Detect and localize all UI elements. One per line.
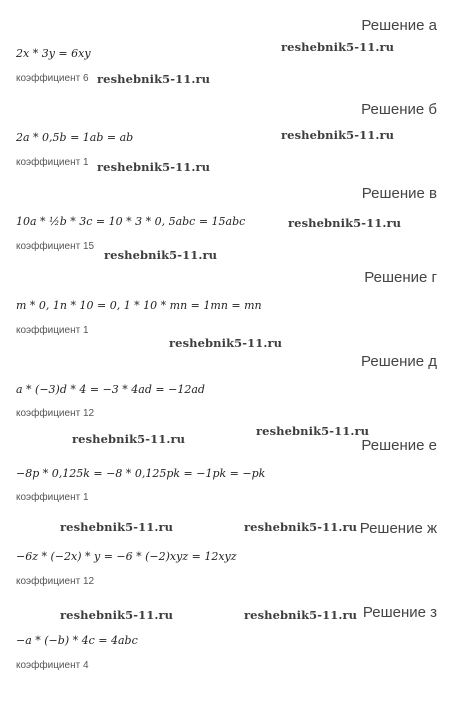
solution-heading-d: Решение д	[361, 353, 437, 370]
watermark: reshebnik5-11.ru	[244, 608, 358, 622]
watermark: reshebnik5-11.ru	[256, 424, 370, 438]
solution-formula-zh: −6z * (−2x) * y = −6 * (−2)xyz = 12xyz	[16, 550, 237, 563]
solution-heading-v: Решение в	[361, 185, 437, 202]
watermark: reshebnik5-11.ru	[72, 432, 186, 446]
watermark: reshebnik5-11.ru	[281, 40, 395, 54]
watermark: reshebnik5-11.ru	[281, 128, 395, 142]
solution-coefficient-g: коэффициент 1	[16, 325, 89, 336]
solution-formula-b: 2a * 0,5b = 1ab = ab	[16, 131, 134, 144]
watermark: reshebnik5-11.ru	[104, 248, 218, 262]
solution-coefficient-zh: коэффициент 12	[16, 576, 95, 587]
solution-heading-z: Решение з	[362, 604, 437, 621]
solution-formula-d: a * (−3)d * 4 = −3 * 4ad = −12ad	[16, 383, 205, 396]
watermark: reshebnik5-11.ru	[244, 520, 358, 534]
solution-heading-b: Решение б	[361, 101, 437, 118]
solution-heading-g: Решение г	[364, 269, 437, 286]
watermark: reshebnik5-11.ru	[97, 160, 211, 174]
watermark: reshebnik5-11.ru	[60, 520, 174, 534]
watermark: reshebnik5-11.ru	[60, 608, 174, 622]
solution-coefficient-d: коэффициент 12	[16, 408, 95, 419]
solution-coefficient-v: коэффициент 15	[16, 241, 95, 252]
watermark: reshebnik5-11.ru	[288, 216, 402, 230]
solution-formula-a: 2x * 3y = 6xy	[16, 47, 91, 60]
solution-coefficient-b: коэффициент 1	[16, 157, 89, 168]
solution-coefficient-e: коэффициент 1	[16, 492, 89, 503]
solution-heading-zh: Решение ж	[359, 520, 437, 537]
solution-formula-e: −8p * 0,125k = −8 * 0,125pk = −1pk = −pk	[16, 467, 266, 480]
solution-coefficient-z: коэффициент 4	[16, 660, 89, 671]
watermark: reshebnik5-11.ru	[97, 72, 211, 86]
solution-heading-a: Решение а	[361, 17, 437, 34]
solution-formula-v: 10a * ½b * 3c = 10 * 3 * 0, 5abc = 15abc	[16, 215, 246, 228]
solution-coefficient-a: коэффициент 6	[16, 73, 89, 84]
solution-heading-e: Решение е	[361, 437, 437, 454]
watermark: reshebnik5-11.ru	[169, 336, 283, 350]
solution-formula-g: m * 0, 1n * 10 = 0, 1 * 10 * mn = 1mn = mn	[16, 299, 262, 312]
solution-formula-z: −a * (−b) * 4c = 4abc	[16, 634, 138, 647]
